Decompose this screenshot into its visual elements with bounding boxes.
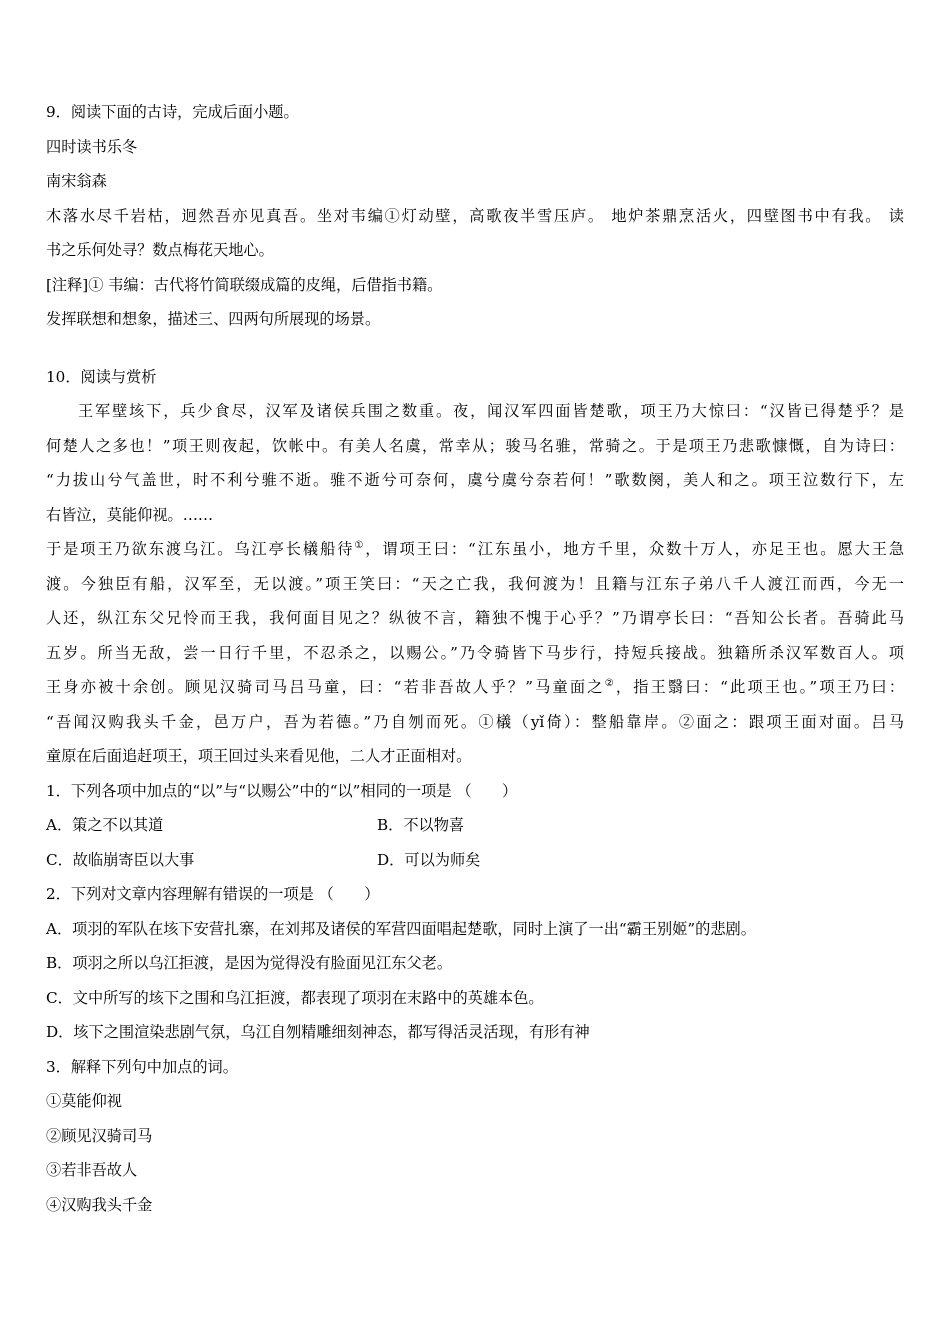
dotted-word: 以 [117,816,133,834]
dotted-word: 若 [61,1161,77,1179]
dotted-word: 误 [237,885,254,903]
dotted-word: 以 [419,850,435,869]
poem-author: 南宋翁森 [46,172,107,190]
poem-title: 四时读书乐冬 [46,137,138,156]
passage-line: “吾闻汉购我头千金，邑万户，吾为若德。”乃自刎而死。①檥（yǐ倚）：整船靠岸。②面之：跟项王面对面。吕马 [46,712,904,731]
passage-line: 王身亦被十余创。顾见汉骑司马吕马童，曰：“若非吾故人乎？”马童面之②，指王翳曰：“此项王也。”项王乃曰： [46,678,904,696]
option-d: D．垓下之围渲染悲剧气氛，乌江自刎精雕细刻神态，都写得活灵活现，有形有神 [46,1023,590,1041]
sub3-item: ②顾见汉骑司马 [46,1126,153,1145]
dotted-word: 错 [222,885,238,903]
dotted-word: 有 [207,885,223,903]
sub1-question: 1．下列各项中加点的“以”与“以赐公”中的“以”相同的一项是 （ ） [46,781,518,800]
passage-line: 渡。今独臣有船，汉军至，无以渡。”项王笑曰：“天之亡我，我何渡为！且籍与江东子弟八千人渡江而西，今无一 [46,574,904,593]
q9-task: 发挥联想和想象，描述三、四两句所展现的场景。 [46,310,381,328]
poem-line-1: 木落水尽千岩枯，迥然吾亦见真吾。坐对韦编①灯动壁，高歌夜半雪压庐。 地炉茶鼎烹活火，四壁图书中有我。 读 [46,206,904,225]
sub3-item: ①莫能仰视 [46,1092,122,1110]
sub3-item: ③若非吾故人 [46,1161,138,1179]
q10-heading: 10．阅读与赏析 [46,367,157,386]
sub2-question: 2．下列对文章内容理解有错误的一项是 （ ） [46,885,380,903]
footnote-marker: ② [604,678,616,689]
passage-line: 何楚人之多也！”项王则夜起，饮帐中。有美人名虞，常幸从；骏马名骓，常骑之。于是项王乃悲歌慷慨，自为诗曰： [46,436,904,455]
passage-line: 五岁。所当无敌，尝一日行千里，不忍杀之，以赐公。”乃令骑皆下马步行，持短兵接战。独籍所杀汉军数百人。项 [46,643,904,662]
dotted-word: 莫 [106,505,122,524]
passage-line: 童原在后面追赶项王，项王回过头来看见他，二人才正面相对。 [46,747,472,765]
option-b: B．项羽之所以乌江拒渡，是因为觉得没有脸面见江东父老。 [46,954,453,972]
dotted-word: 莫 [61,1092,77,1110]
passage-line: “力拔山兮气盖世，时不利兮骓不逝。骓不逝兮可奈何，虞兮虞兮奈若何！”歌数阕，美人和之。项王泣数行下，左 [46,471,904,489]
dotted-word: 购 [108,712,127,731]
sub3-item: ④汉购我头千金 [46,1195,153,1214]
poem-line-2: 书之乐何处寻？数点梅花天地心。 [46,241,274,259]
dotted-word: 顾 [61,1126,77,1145]
sub1-options-row [46,808,904,843]
dotted-word: 顾 [185,678,203,696]
sub3-question: 3．解释下列句中加点的词。 [46,1057,238,1076]
option-c: C．故临崩寄臣以大事 [46,850,195,869]
section-gap [46,337,904,360]
passage-line: 人还，纵江东父兄怜而王我，我何面目见之？纵彼不言，籍独不愧于心乎？”乃谓亭长曰：“吾知公长者。吾骑此马 [46,609,904,627]
option-b: B．不以物喜 [377,816,465,834]
footnote-marker: ① [354,540,366,551]
option-a: A．项羽的军队在垓下安营扎寨，在刘邦及诸侯的军营四面唱起楚歌，同时上演了一出“霸王别姬”的悲剧。 [46,919,756,938]
sub1-options-row [46,843,904,878]
option-d: D．可以为师矣 [377,850,481,869]
passage-line: 右皆泣，莫能仰视。…… [46,505,214,524]
dotted-word: 若 [401,678,421,696]
passage-line: 于是项王乃欲东渡乌江。乌江亭长檥船待①，谓项王曰：“江东虽小，地方千里，众数十万人，亦足王也。愿大王急 [46,540,904,558]
document-page [46,95,904,1222]
dotted-word: 以 [418,816,434,834]
passage-line: 王军壁垓下，兵少食尽，汉军及诸侯兵围之数重。夜，闻汉军四面皆楚歌，项王乃大惊曰：“汉皆已得楚乎？是 [78,402,904,420]
dotted-word: 以 [148,850,164,869]
option-a: A．策之不以其道 [46,816,164,834]
dotted-word: 购 [76,1195,92,1214]
q9-heading: 9．阅读下面的古诗，完成后面小题。 [46,103,299,121]
option-c: C．文中所写的垓下之围和乌江拒渡，都表现了项羽在末路中的英雄本色。 [46,988,544,1007]
poem-note: [注释]① 韦编：古代将竹简联缀成篇的皮绳，后借指书籍。 [46,275,443,294]
